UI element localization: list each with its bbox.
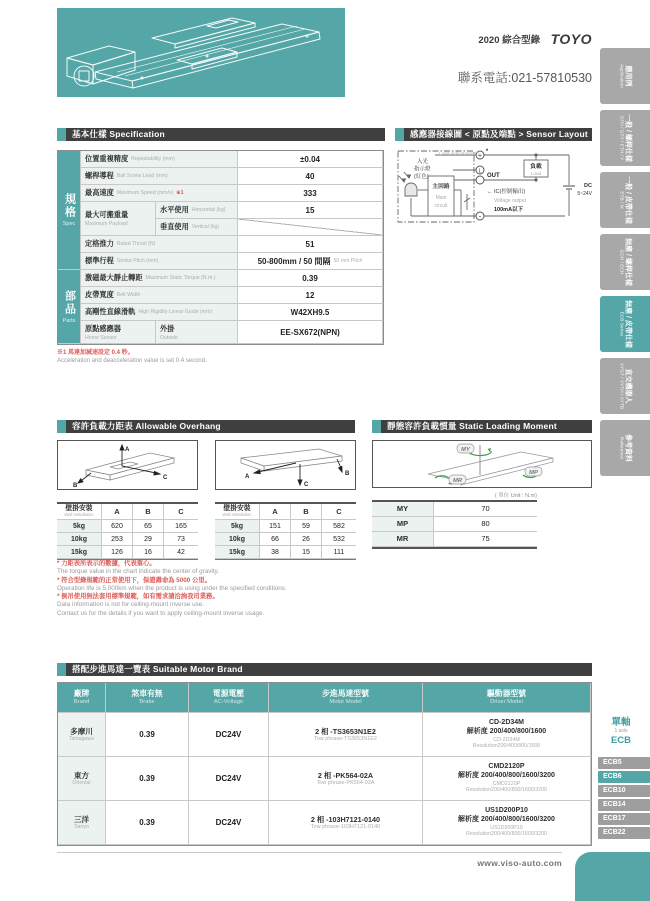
svg-text:MY: MY (461, 446, 470, 453)
spec-row-value: 0.39 (238, 270, 383, 287)
series-label: ECB (610, 735, 632, 746)
teal-accent-square (395, 128, 404, 141)
svg-text:C: C (304, 482, 309, 488)
svg-text:-: - (479, 214, 481, 221)
group-label-zh: 規格 (63, 193, 76, 219)
svg-text:負載: 負載 (530, 164, 542, 170)
value-mr: 75 (434, 532, 537, 547)
cell: 15 (291, 546, 322, 559)
brand-cell: 三洋 Sanyo (58, 801, 106, 845)
spec-row-label: 皮帶寬度 Belt Width (81, 287, 238, 304)
sidebar-tab-reference[interactable] (600, 420, 650, 476)
motor-section-header (57, 663, 592, 676)
col-b: B (291, 504, 322, 520)
motor-section-title: 搭配步進馬達一覽表 Suitable Motor Brand (66, 663, 592, 676)
usage-notes (57, 560, 397, 618)
cell: 26 (291, 533, 322, 546)
cell: 42 (164, 546, 198, 559)
svg-text:MR: MR (452, 477, 463, 484)
spec-row-value-na (238, 219, 383, 236)
spec-row-label: 標準行程 Stroke Pitch (mm) (81, 253, 238, 270)
col-header-brand: 廠牌 Brand (58, 683, 106, 713)
spec-footnote (57, 349, 357, 365)
motor-model-cell: 2 相 -TS3653N1E2 Tow phrase-TS3653N1E2 (269, 713, 423, 757)
row-load: 15kg (57, 546, 102, 559)
brand-cell: 多摩川 Tamagawa (58, 713, 106, 757)
svg-text:+: + (478, 153, 482, 160)
spec-table (57, 150, 384, 345)
row-load: 10kg (215, 533, 260, 546)
cell: 29 (133, 533, 164, 546)
overhang-section-header (57, 420, 355, 433)
axis-en: 1 axis (614, 728, 628, 734)
cell: 165 (164, 520, 198, 533)
svg-text:入光: 入光 (417, 159, 429, 165)
svg-text:B: B (345, 471, 350, 477)
svg-text:OUT: OUT (487, 173, 500, 179)
svg-text:100mA以下: 100mA以下 (494, 207, 524, 213)
svg-text:DC: DC (584, 183, 592, 189)
brake-cell: 0.39 (106, 713, 189, 757)
spec-row-value: 40 (238, 168, 383, 185)
footnote-en: Acceleration and deacceleration value is set 0.4 second. (57, 358, 207, 364)
svg-text:指示燈: 指示燈 (414, 166, 431, 173)
spec-row-label: 螺桿導程 Ball Screw Lead (mm) (81, 168, 238, 185)
overhang-diagram-1 (57, 440, 198, 490)
spec-row-value: 12 (238, 287, 383, 304)
tab-label-zh: 應用例 (624, 65, 632, 87)
svg-text:A: A (245, 474, 250, 480)
svg-text:←: ← (487, 189, 493, 195)
note-en: Data information is not for ceiling-mount inverse use. (57, 601, 204, 609)
col-b: B (133, 504, 164, 520)
svg-text:B: B (73, 483, 78, 488)
row-label-my: MY (372, 502, 434, 517)
cell: 532 (322, 533, 356, 546)
row-label-mp: MP (372, 517, 434, 532)
group-label-en: Spec (62, 221, 76, 227)
cell: 582 (322, 520, 356, 533)
footnote-ref: ※1 (176, 190, 184, 196)
brake-cell: 0.39 (106, 801, 189, 845)
brand-cell: 東方 Oriental (58, 757, 106, 801)
svg-text:A: A (125, 447, 130, 453)
cell: 59 (291, 520, 322, 533)
driver-model-cell: CMD2120P 解析度 200/400/800/1600/3200 CMD2120P Resolution200/400/800/1600/3200 (423, 757, 591, 801)
voltage-cell: DC24V (189, 713, 269, 757)
cell: 16 (133, 546, 164, 559)
teal-accent-square (57, 663, 66, 676)
cell: 38 (260, 546, 291, 559)
driver-model-cell: CD-2D34M 解析度 200/400/800/1600 CD-2D34M Resolution200/400/800/1600 (423, 713, 591, 757)
tab-label-zh: 無塵 / 皮帶仕樣 (624, 300, 632, 348)
static-moment-section-header (372, 420, 592, 433)
cell: 66 (260, 533, 291, 546)
note-zh: * 倒吊使用無法套用標準規範，如有需求請洽詢我司業務。 (57, 593, 219, 601)
spec-row-label: 定格推力 Rated Thrust (N) (81, 236, 238, 253)
linear-actuator-drawing (57, 8, 345, 97)
brake-cell: 0.39 (106, 757, 189, 801)
spec-row-label: 高剛性直線滑軌 High Rigidity Linear Guide (mm) (81, 304, 238, 321)
motor-table (57, 682, 592, 846)
spec-group-parts (58, 270, 81, 344)
sensor-wiring-diagram (395, 146, 592, 255)
spec-section-title: 基本仕樣 Specification (66, 128, 385, 141)
value-my: 70 (434, 502, 537, 517)
overhang-table-1 (57, 502, 198, 560)
tab-label-en: GCH / ECH (618, 249, 624, 275)
svg-text:MP: MP (529, 469, 538, 476)
col-a: A (102, 504, 133, 520)
ecb-tab-ecb6-active[interactable]: ECB6 (598, 771, 650, 783)
spec-row-label: 最高速度 Maximum Speed (mm/s) ※1 (81, 185, 238, 202)
tab-label-zh: 無塵 / 螺桿仕樣 (624, 238, 632, 286)
spec-subrow-label: 外掛 Outside (156, 321, 238, 344)
spec-subrow-label: 垂直使用 Vertical (kg) (156, 219, 238, 236)
ecb-tab-ecb22[interactable]: ECB22 (598, 827, 650, 839)
teal-accent-square (57, 420, 66, 433)
toyo-logo: TOYO (550, 30, 592, 47)
ecb-axis-label (592, 718, 650, 746)
tab-label-zh: 參考資料 (624, 434, 632, 462)
teal-accent-square (57, 128, 66, 141)
value-mp: 80 (434, 517, 537, 532)
svg-text:主回路: 主回路 (432, 184, 450, 190)
spec-section-header (57, 128, 385, 141)
row-label-mr: MR (372, 532, 434, 547)
driver-model-cell: US1D200P10 解析度 200/400/800/1600/3200 US1D200P10 Resolution200/400/800/1600/3200 (423, 801, 591, 845)
spec-row-value: 50-800mm / 50 間隔 50 mm Pitch (238, 253, 383, 270)
spec-group-spec (58, 151, 81, 270)
col-header-brake: 煞車有無 Brake (106, 683, 189, 713)
svg-text:circuit: circuit (434, 203, 448, 209)
ecb-tab-ecb10[interactable]: ECB10 (598, 785, 650, 797)
sidebar-tab-xy-robot[interactable] (600, 358, 650, 414)
col-c: C (164, 504, 198, 520)
spec-row-value: ±0.04 (238, 151, 383, 168)
svg-text:Light indicator(red): Light indicator(red) (439, 152, 479, 157)
tab-label-en: ETB / M (618, 191, 624, 209)
col-c: C (322, 504, 356, 520)
footer-divider (57, 852, 562, 853)
wall-install-header: 壁掛安裝 Wall Installation (57, 504, 102, 520)
voltage-cell: DC24V (189, 757, 269, 801)
sidebar-tab-gth-gty-eth-y[interactable] (600, 110, 650, 166)
static-moment-table (372, 500, 537, 549)
tab-label-zh: 一般 / 皮帶仕樣 (624, 176, 632, 224)
motor-model-cell: 2 相 -PK564-02A Tow phrase-PK564-02A (269, 757, 423, 801)
footer-url[interactable]: www.viso-auto.com (477, 858, 562, 868)
unit-note: ( 單位 Unit : N.m) (494, 493, 537, 499)
catalog-year-label: 2020 綜合型錄 (478, 34, 541, 46)
group-label-zh: 部品 (63, 289, 76, 316)
cell: 620 (102, 520, 133, 533)
wall-install-header: 壁掛安裝 Wall Installation (215, 504, 260, 520)
static-moment-diagram (372, 440, 592, 488)
svg-text:5~24V: 5~24V (577, 191, 592, 197)
ecb-tab-ecb14[interactable]: ECB14 (598, 799, 650, 811)
teal-accent-square (372, 420, 381, 433)
voltage-cell: DC24V (189, 801, 269, 845)
overhang-section-title: 容許負載力距表 Allowable Overhang (66, 420, 355, 433)
page-corner-accent (575, 852, 650, 901)
spec-row-value: W42XH9.5 (238, 304, 383, 321)
spec-subrow-label: 水平使用 Horizontal (kg) (156, 202, 238, 219)
contact-phone: 聯系電話:021-57810530 (457, 71, 592, 85)
sensor-section-title: 感應器接線圖 < 原點及端點 > Sensor Layout (404, 128, 592, 141)
sidebar-tab-gch-ech[interactable] (600, 234, 650, 290)
tab-label-zh: 一般 / 螺桿仕樣 (624, 114, 632, 162)
row-load: 10kg (57, 533, 102, 546)
row-load: 15kg (215, 546, 260, 559)
spec-row-value: EE-SX672(NPN) (238, 321, 383, 344)
note-en: Contact us for the details if you want to apply ceiling-mount inverse usage. (57, 609, 265, 617)
row-load: 5kg (215, 520, 260, 533)
svg-text:Voltage output: Voltage output (494, 198, 526, 204)
spec-row-value: 333 (238, 185, 383, 202)
note-zh: * 力距表所表示的數據，代表重心。 (57, 560, 156, 567)
tab-label-zh: 直交機器人 (624, 368, 632, 404)
svg-text:IC(控制輸出): IC(控制輸出) (494, 189, 526, 195)
sidebar-tab-ecb-series-active[interactable] (600, 296, 650, 352)
cell: 65 (133, 520, 164, 533)
spec-row-label: 位置重複精度 Repeatability (mm) (81, 151, 238, 168)
sidebar-tab-etb-m[interactable] (600, 172, 650, 228)
ecb-tab-ecb5[interactable]: ECB5 (598, 757, 650, 769)
tab-label-en: Reference (618, 436, 624, 460)
product-photo (57, 8, 345, 97)
cell: 126 (102, 546, 133, 559)
cell: 253 (102, 533, 133, 546)
spec-row-value: 51 (238, 236, 383, 253)
svg-text:Load: Load (530, 172, 542, 177)
tab-label-en: XYGT / XYTH / XYTB (618, 362, 624, 410)
spec-row-label-payload: 最大可搬重量 Maximum Payload (81, 202, 156, 236)
footnote-zh: ※1 馬達加減速設定 0.4 秒。 (57, 350, 134, 356)
note-en: Operation life is 5,000km when the product is using under the specified conditions. (57, 584, 287, 592)
svg-text:Main: Main (435, 195, 447, 201)
svg-text:*: * (485, 149, 489, 155)
terminal-symbols (478, 149, 489, 221)
cell: 73 (164, 533, 198, 546)
note-en: The torque value in the chart indicate the center of gravity. (57, 568, 219, 576)
col-header-voltage: 電源電壓 AC-Voltage (189, 683, 269, 713)
tab-label-en: ECB Series (618, 311, 624, 337)
axis-zh: 單軸 (611, 717, 631, 728)
cell: 151 (260, 520, 291, 533)
svg-text:L: L (478, 168, 482, 175)
sensor-section-header (395, 128, 592, 141)
catalog-title (360, 30, 592, 48)
spec-row-label-home-sensor: 原點感應器 Home Sensor (81, 321, 156, 344)
col-a: A (260, 504, 291, 520)
svg-text:C: C (163, 475, 168, 481)
overhang-diagram-2 (215, 440, 356, 490)
note-zh: * 符合型錄規範的正常使用下，保證壽命為 5000 公里。 (57, 576, 211, 584)
spec-row-value: 15 (238, 202, 383, 219)
ecb-tab-ecb17[interactable]: ECB17 (598, 813, 650, 825)
sidebar-tab-application[interactable] (600, 48, 650, 104)
cell: 111 (322, 546, 356, 559)
row-load: 5kg (57, 520, 102, 533)
tab-label-en: GTH / GTY / ETH / Y (618, 115, 624, 161)
spec-row-label: 激磁最大靜止轉距 Maximum Static Torque (N.m.) (81, 270, 238, 287)
svg-text:(紅色): (紅色) (414, 174, 429, 180)
motor-model-cell: 2 相 -103H7121-0140 Tow phrase-103H7121-0140 (269, 801, 423, 845)
col-header-driver-model: 驅動器型號 Driver Model (423, 683, 591, 713)
group-label-en: Parts (62, 317, 76, 324)
overhang-table-2 (215, 502, 356, 560)
static-moment-section-title: 靜態容許負載慣量 Static Loading Moment (381, 420, 592, 433)
tab-label-en: Application (618, 64, 624, 88)
col-header-motor-model: 步進馬達型號 Motor Model (269, 683, 423, 713)
